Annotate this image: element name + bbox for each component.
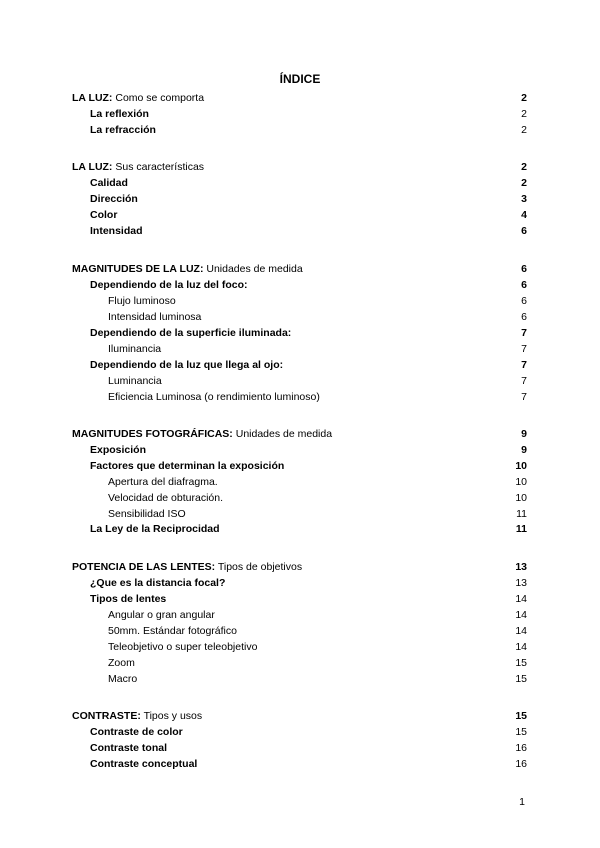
toc-entry-heading: Exposición <box>90 444 147 456</box>
toc-entry[interactable] <box>0 176 600 191</box>
toc-entry[interactable] <box>0 592 600 607</box>
toc-entry-page: 14 <box>515 593 527 605</box>
toc-entry-label <box>90 224 143 239</box>
toc-entry-label <box>108 374 162 389</box>
toc-entry-page: 7 <box>521 391 527 403</box>
toc-entry[interactable] <box>0 507 600 522</box>
toc-entry-heading: Dirección <box>90 193 138 205</box>
toc-entry[interactable] <box>0 310 600 325</box>
toc-entry-text: Tipos de objetivos <box>215 561 303 573</box>
toc-entry-label <box>108 608 215 623</box>
toc-entry-label <box>90 278 248 293</box>
toc-entry-heading: LA LUZ: <box>72 161 113 173</box>
toc-entry[interactable] <box>0 560 600 575</box>
toc-entry-text: Zoom <box>108 657 135 669</box>
toc-entry-label <box>108 624 237 639</box>
toc-entry-text: Eficiencia Luminosa (o rendimiento luminoso) <box>108 391 320 403</box>
toc-entry-page: 10 <box>515 476 527 488</box>
toc-entry-page: 15 <box>515 726 527 738</box>
toc-entry-label <box>108 390 320 405</box>
toc-entry[interactable] <box>0 342 600 357</box>
toc-entry-label <box>90 107 149 122</box>
toc-entry[interactable] <box>0 208 600 223</box>
toc-entry-page: 6 <box>521 263 527 275</box>
toc-entry-page: 6 <box>521 225 527 237</box>
toc-entry-heading: La refracción <box>90 124 156 136</box>
toc-entry-label <box>90 176 128 191</box>
toc-entry-page: 7 <box>521 327 527 339</box>
toc-entry-label <box>90 443 146 458</box>
toc-entry[interactable] <box>0 725 600 740</box>
toc-entry-heading: MAGNITUDES FOTOGRÁFICAS: <box>72 428 233 440</box>
toc-entry-text: Velocidad de obturación. <box>108 492 224 504</box>
toc-entry-label <box>72 262 303 277</box>
toc-entry-heading: Dependiendo de la luz que llega al ojo: <box>90 359 284 371</box>
toc-entry-heading: Contraste de color <box>90 726 183 738</box>
toc-entry-label <box>72 160 204 175</box>
toc-entry[interactable] <box>0 427 600 442</box>
toc-entry-page: 10 <box>515 460 527 472</box>
toc-entry[interactable] <box>0 624 600 639</box>
toc-entry-label <box>108 310 201 325</box>
toc-entry-heading: CONTRASTE: <box>72 710 141 722</box>
toc-entry-page: 6 <box>521 295 527 307</box>
toc-entry-page: 2 <box>521 161 527 173</box>
toc-entry-text: Unidades de medida <box>232 428 333 440</box>
toc-entry-text: Macro <box>108 673 138 685</box>
toc-entry[interactable] <box>0 709 600 724</box>
toc-entry-label <box>90 592 166 607</box>
toc-entry-text: 50mm. Estándar fotográfico <box>108 625 237 637</box>
toc-entry-heading: MAGNITUDES DE LA LUZ: <box>72 263 204 275</box>
toc-entry-label <box>108 475 218 490</box>
toc-entry-page: 9 <box>521 428 527 440</box>
toc-entry-text: Apertura del diafragma. <box>108 476 218 488</box>
toc-entry-label <box>90 459 284 474</box>
toc-entry-text: Iluminancia <box>108 343 162 355</box>
toc-entry-label <box>72 560 302 575</box>
toc-entry-heading: Intensidad <box>90 225 143 237</box>
toc-entry[interactable] <box>0 640 600 655</box>
toc-entry[interactable] <box>0 160 600 175</box>
page-title: ÍNDICE <box>279 72 321 86</box>
toc-entry-page: 16 <box>515 742 527 754</box>
toc-entry-page: 14 <box>515 625 527 637</box>
toc-entry-label <box>90 576 225 591</box>
toc-entry-page: 15 <box>515 710 527 722</box>
toc-entry-label <box>90 741 167 756</box>
toc-entry-page: 9 <box>521 444 527 456</box>
toc-entry-page: 13 <box>515 577 527 589</box>
toc-entry-page: 6 <box>521 311 527 323</box>
toc-entry-label <box>90 123 156 138</box>
toc-entry-text: Flujo luminoso <box>108 295 176 307</box>
toc-entry-heading: Color <box>90 209 118 221</box>
toc-entry-page: 6 <box>521 279 527 291</box>
toc-entry[interactable] <box>0 224 600 239</box>
toc-entry-page: 15 <box>515 673 527 685</box>
toc-entry-label <box>108 342 161 357</box>
toc-entry[interactable] <box>0 741 600 756</box>
toc-entry-label <box>90 757 197 772</box>
toc-entry[interactable] <box>0 123 600 138</box>
toc-entry[interactable] <box>0 672 600 687</box>
toc-entry[interactable] <box>0 107 600 122</box>
toc-entry-page: 2 <box>521 108 527 120</box>
toc-entry-page: 2 <box>521 124 527 136</box>
toc-entry-label <box>90 522 220 537</box>
toc-entry-heading: Contraste conceptual <box>90 758 198 770</box>
toc-entry-text: Como se comporta <box>112 92 205 104</box>
toc-entry-page: 4 <box>521 209 527 221</box>
toc-entry-page: 3 <box>521 193 527 205</box>
toc-entry[interactable] <box>0 475 600 490</box>
toc-entry[interactable] <box>0 374 600 389</box>
toc-entry-heading: Contraste tonal <box>90 742 168 754</box>
toc-entry-heading: La Ley de la Reciprocidad <box>90 523 220 535</box>
toc-entry-page: 10 <box>515 492 527 504</box>
toc-entry-text: Luminancia <box>108 375 162 387</box>
toc-entry-text: Intensidad luminosa <box>108 311 202 323</box>
toc-entry-page: 2 <box>521 92 527 104</box>
toc-entry-label <box>108 656 135 671</box>
toc-entry-page: 16 <box>515 758 527 770</box>
toc-entry-heading: Calidad <box>90 177 128 189</box>
toc-entry-label <box>90 358 283 373</box>
toc-entry[interactable] <box>0 491 600 506</box>
toc-entry-label <box>90 725 183 740</box>
toc-entry-page: 7 <box>521 343 527 355</box>
toc-entry-page: 7 <box>521 359 527 371</box>
toc-entry[interactable] <box>0 390 600 405</box>
toc-entry-page: 2 <box>521 177 527 189</box>
toc-entry[interactable] <box>0 576 600 591</box>
toc-entry-label <box>108 491 223 506</box>
toc-entry-label <box>108 672 137 687</box>
toc-entry-text: Teleobjetivo o super teleobjetivo <box>108 641 258 653</box>
toc-entry-page: 13 <box>515 561 527 573</box>
toc-entry-page: 11 <box>515 523 527 535</box>
toc-entry-heading: ¿Que es la distancia focal? <box>90 577 226 589</box>
toc-entry-page: 14 <box>515 609 527 621</box>
toc-entry[interactable] <box>0 91 600 106</box>
toc-entry-label <box>90 326 291 341</box>
toc-entry-text: Sus características <box>112 161 205 173</box>
toc-entry[interactable] <box>0 262 600 277</box>
toc-entry-text: Tipos y usos <box>140 710 203 722</box>
toc-entry[interactable] <box>0 757 600 772</box>
toc-entry-heading: Dependiendo de la luz del foco: <box>90 279 248 291</box>
toc-entry[interactable] <box>0 358 600 373</box>
toc-entry[interactable] <box>0 192 600 207</box>
toc-entry-page: 7 <box>521 375 527 387</box>
toc-entry[interactable] <box>0 522 600 537</box>
toc-entry[interactable] <box>0 294 600 309</box>
toc-entry[interactable] <box>0 656 600 671</box>
toc-entry-label <box>72 427 332 442</box>
page-number: 1 <box>519 796 525 808</box>
toc-entry[interactable] <box>0 443 600 458</box>
toc-entry-label <box>72 709 202 724</box>
toc-entry-text: Unidades de medida <box>203 263 303 275</box>
toc-entry[interactable] <box>0 608 600 623</box>
toc-entry-heading: LA LUZ: <box>72 92 113 104</box>
toc-entry-page: 15 <box>515 657 527 669</box>
toc-entry-label <box>108 640 257 655</box>
toc-entry-label <box>72 91 204 106</box>
toc-entry-label <box>90 208 117 223</box>
toc-entry-text: Sensibilidad ISO <box>108 508 186 520</box>
toc-entry-heading: POTENCIA DE LAS LENTES: <box>72 561 216 573</box>
toc-entry[interactable] <box>0 326 600 341</box>
toc-entry-heading: Factores que determinan la exposición <box>90 460 285 472</box>
toc-entry-heading: Dependiendo de la superficie iluminada: <box>90 327 292 339</box>
toc-entry-label <box>90 192 138 207</box>
toc-entry-text: Angular o gran angular <box>108 609 215 621</box>
toc-entry-label <box>108 294 176 309</box>
toc-entry-heading: La reflexión <box>90 108 149 120</box>
toc-entry-label <box>108 507 186 522</box>
toc-entry-page: 11 <box>516 508 527 520</box>
toc-entry[interactable] <box>0 459 600 474</box>
toc-entry-page: 14 <box>515 641 527 653</box>
toc-entry[interactable] <box>0 278 600 293</box>
toc-entry-heading: Tipos de lentes <box>90 593 167 605</box>
